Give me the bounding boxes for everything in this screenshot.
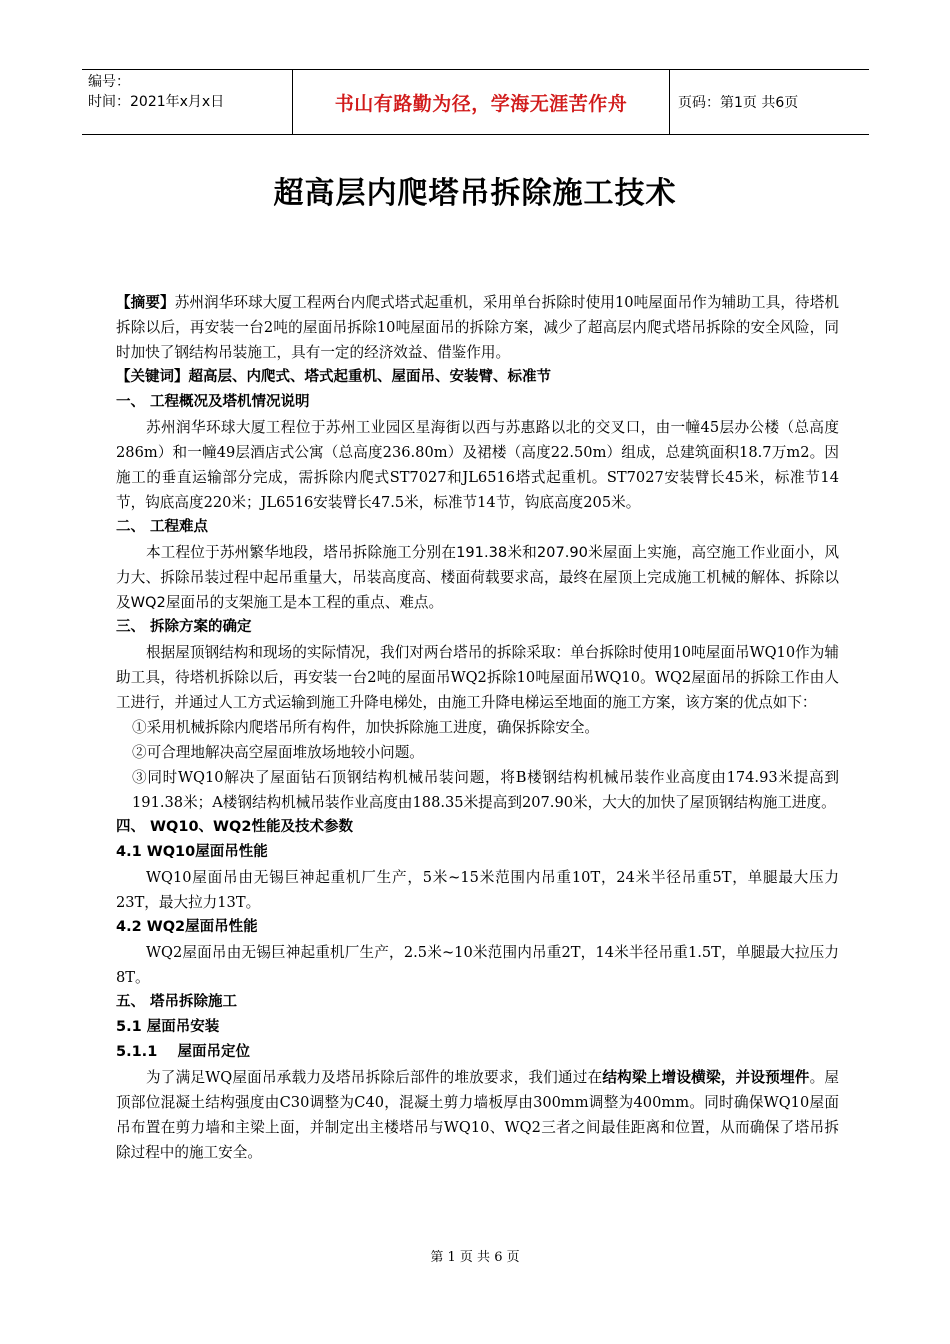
section-3-item-2: ②可合理地解决高空屋面堆放场地较小问题。: [132, 744, 424, 761]
section-1-heading: 一、 工程概况及塔机情况说明: [116, 394, 310, 410]
section-2-text: [116, 540, 839, 615]
section-2-text-part: 米和: [507, 544, 537, 561]
section-2-number: 207.90: [536, 544, 588, 561]
section-2-text-part: 屋面吊的支架施工是本工程的重点、难点。: [165, 594, 444, 611]
page-footer: 第 1 页 共 6 页: [430, 1250, 520, 1265]
document-time-label: 时间：2021年x月x日: [88, 94, 225, 110]
document-title: 超高层内爬塔吊拆除施工技术: [273, 176, 677, 211]
abstract-text: 苏州润华环球大厦工程两台内爬式塔式起重机，采用单台拆除时使用10吨屋面吊作为辅助工具，待塔机拆除以后，再安装一台2吨的屋面吊拆除10吨屋面吊的拆除方案，减少了超高层内爬式塔吊拆除的安全风险，同时加快了钢结构吊装施工，具有一定的经济效益、借鉴作用。: [116, 294, 839, 361]
header-page-info: 页码：第1页 共6页: [678, 95, 799, 111]
abstract-label: 【摘要】: [116, 294, 175, 311]
section-5-1-1-text: [116, 1065, 839, 1165]
section-5-1-1-heading: 5.1.1 屋面吊定位: [116, 1044, 250, 1060]
section-2-number: 191.38: [456, 544, 508, 561]
section-2-text-part: 米屋面上实施，高空施工作业面小，风力大、拆除吊装过程中起吊重量大，吊装高度高、楼面荷载要求高，最终在屋顶上完成施工机械的解体、拆除以及: [116, 544, 839, 611]
header-left-cell: [82, 70, 293, 134]
keywords-line: 【关键词】超高层、内爬式、塔式起重机、屋面吊、安装臂、标准节: [116, 369, 551, 385]
section-4-1-heading: 4.1 WQ10屋面吊性能: [116, 844, 268, 860]
section-3-heading: 三、 拆除方案的确定: [116, 619, 252, 635]
section-5-heading: 五、 塔吊拆除施工: [116, 994, 238, 1010]
document-number-label: 编号：: [88, 74, 130, 90]
section-5-1-heading: 5.1 屋面吊安装: [116, 1019, 220, 1035]
section-4-heading: 四、 WQ10、WQ2性能及技术参数: [116, 819, 353, 835]
section-3-item-1: ①采用机械拆除内爬塔吊所有构件，加快拆除施工进度，确保拆除安全。: [132, 719, 600, 736]
section-1-text: 苏州润华环球大厦工程位于苏州工业园区星海街以西与苏惠路以北的交叉口，由一幢45层办公楼（总高度286m）和一幢49层酒店式公寓（总高度236.80m）及裙楼（高度22.50m）组成，总建筑面积18.7万m2。因施工的垂直运输部分完成，需拆除内爬式ST7027和JL6516塔式起重机。ST7027安装臂长45米，标准节14节，钩底高度220米；JL6516安装臂长47.5米，标准节14节，钩底高度205米。: [116, 419, 839, 511]
section-5-text-part: 为了满足WQ屋面吊承载力及塔吊拆除后部件的堆放要求，我们通过在: [146, 1069, 603, 1086]
section-4-2-text: WQ2屋面吊由无锡巨神起重机厂生产，2.5米~10米范围内吊重2T，14米半径吊重1.5T，单腿最大拉压力8T。: [116, 944, 839, 986]
section-2-number: WQ2: [130, 594, 166, 611]
section-5-bold-phrase: 结构梁上增设横梁，并设预埋件: [602, 1069, 810, 1086]
section-2-text-part: 本工程位于苏州繁华地段，塔吊拆除施工分别在: [146, 544, 457, 561]
section-5-text-part: 。屋顶部位混凝土结构强度由C30调整为C40，混凝土剪力墙板厚由300mm调整为400mm。同时确保WQ10屋面吊布置在剪力墙和主梁上面，并制定出主楼塔吊与WQ10、WQ2三者之间最佳距离和位置，从而确保了塔吊拆除过程中的施工安全。: [116, 1069, 839, 1161]
section-3-text: 根据屋顶钢结构和现场的实际情况，我们对两台塔吊的拆除采取：单台拆除时使用10吨屋面吊WQ10作为辅助工具，待塔机拆除以后，再安装一台2吨的屋面吊WQ2拆除10吨屋面吊WQ10。WQ2屋面吊的拆除工作由人工进行，并通过人工方式运输到施工升降电梯处，由施工升降电梯运至地面的施工方案，该方案的优点如下：: [116, 644, 839, 711]
section-2-heading: 二、 工程难点: [116, 519, 209, 535]
abstract-paragraph: [116, 290, 839, 365]
page-header: [82, 69, 869, 135]
document-body: [116, 290, 839, 1165]
section-3-item-3: ③同时WQ10解决了屋面钻石顶钢结构机械吊装问题，将B楼钢结构机械吊装作业高度由174.93米提高到191.38米；A楼钢结构机械吊装作业高度由188.35米提高到207.90米，大大的加快了屋顶钢结构施工进度。: [132, 769, 839, 811]
section-4-2-heading: 4.2 WQ2屋面吊性能: [116, 919, 258, 935]
section-4-1-text: WQ10屋面吊由无锡巨神起重机厂生产，5米~15米范围内吊重10T，24米半径吊重5T，单腿最大压力23T，最大拉力13T。: [116, 869, 839, 911]
header-motto: 书山有路勤为径，学海无涯苦作舟: [293, 70, 670, 134]
